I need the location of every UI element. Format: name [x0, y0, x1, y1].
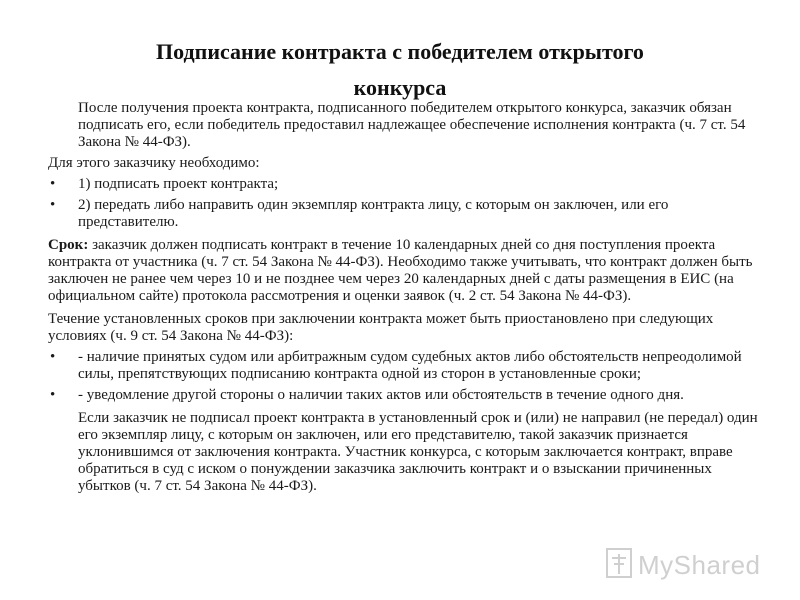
- list-item: [48, 387, 768, 404]
- list-item: [48, 197, 768, 231]
- term-text: заказчик должен подписать контракт в течение 10 календарных дней со дня поступления проекта контракта от участника (ч. 7 ст. 54 Закона № 44-ФЗ). Необходимо также учитывать, что контракт должен быть заключен не ранее чем через 10 и не позднее чем через 20 календарных дней с даты размещения в ЕИС (на официальном сайте) протокола рассмотрения и оценки заявок (ч. 2 ст. 54 Закона № 44-ФЗ).: [48, 237, 753, 304]
- title-line-1: Подписание контракта с победителем открытого: [156, 39, 644, 64]
- list-item-text: 1) подписать проект контракта;: [78, 176, 279, 192]
- term-label: Срок:: [48, 237, 89, 253]
- title-line-2: конкурса: [353, 75, 447, 100]
- tree-logo-icon: [606, 548, 632, 583]
- paragraph-evasion: Если заказчик не подписал проект контракта в установленный срок и (или) не направил (не передал) один его экземпляр лицу, с которым он заключен, или его представителю, такой заказчик признается уклонившимся от заключения контракта. Участник конкурса, с которым заключается контракт, вправе обратиться в суд с иском о понуждении заказчика заключить контракт и о взыскании причиненных убытков (ч. 7 ст. 54 Закона № 44-ФЗ).: [78, 410, 758, 494]
- list-item: [48, 349, 768, 383]
- list-item-text: - наличие принятых судом или арбитражным судом судебных актов либо обстоятельств непреодолимой силы, препятствующих подписанию контракта одной из сторон в установленные сроки;: [78, 349, 742, 382]
- list-item: [48, 176, 768, 193]
- slide-body: [48, 100, 768, 499]
- paragraph-term: [48, 237, 768, 305]
- bullet-icon: •: [50, 197, 56, 213]
- slide-title: [60, 34, 740, 106]
- bullet-icon: •: [50, 176, 56, 192]
- watermark-text: MyShared: [638, 549, 761, 580]
- list-item-text: - уведомление другой стороны о наличии таких актов или обстоятельств в течение одного дня.: [78, 387, 684, 403]
- list-item-text: 2) передать либо направить один экземпляр контракта лицу, с которым он заключен, или его представителю.: [78, 197, 669, 230]
- watermark-logo: [606, 548, 766, 582]
- paragraph-intro: После получения проекта контракта, подписанного победителем открытого конкурса, заказчик обязан подписать его, если победитель предоставил надлежащее обеспечение исполнения контракта (ч. 7 ст. 54 Закона № 44-ФЗ).: [78, 100, 746, 150]
- bullet-icon: •: [50, 387, 56, 403]
- paragraph-suspension: Течение установленных сроков при заключении контракта может быть приостановлено при следующих условиях (ч. 9 ст. 54 Закона № 44-ФЗ):: [48, 311, 714, 344]
- bullet-icon: •: [50, 349, 56, 365]
- paragraph-requirements: Для этого заказчику необходимо:: [48, 155, 260, 171]
